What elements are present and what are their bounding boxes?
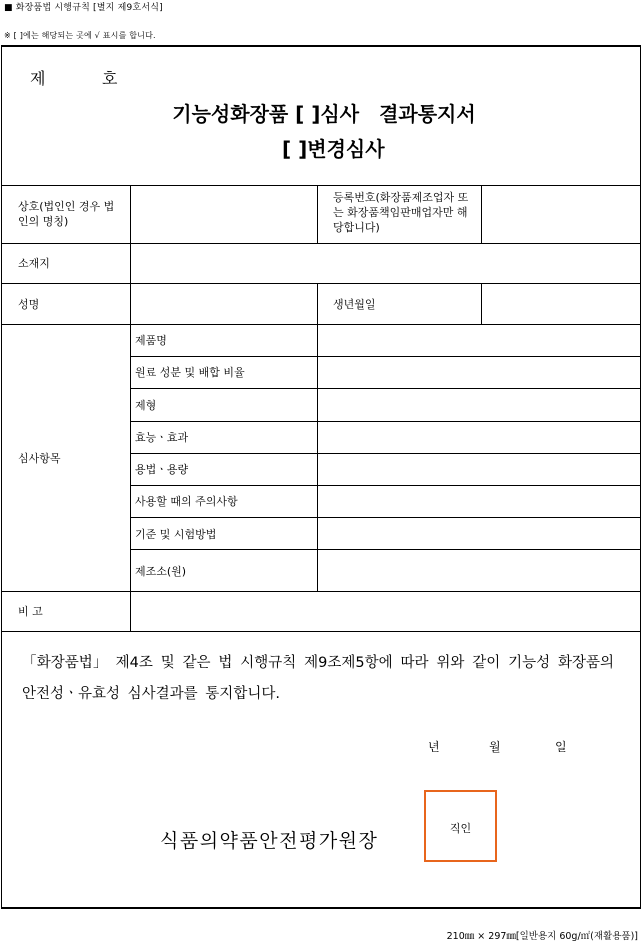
registration-number-field[interactable] [483, 186, 639, 242]
row-divider [1, 324, 641, 325]
row-divider [130, 388, 641, 389]
doc-number [30, 66, 118, 89]
review-item-dosage: 용법ㆍ용량 [135, 463, 189, 476]
column-divider [481, 283, 482, 324]
row-divider [130, 356, 641, 357]
doc-number-ho: 호 [102, 69, 118, 88]
row-divider [130, 485, 641, 486]
date-day: 일 [555, 740, 567, 754]
company-field[interactable] [133, 186, 316, 242]
form-reference: ■ 화장품법 시행규칙 [별지 제9호서식] [4, 3, 163, 13]
review-item-manufacturer: 제조소(원) [135, 565, 187, 578]
name-field[interactable] [133, 284, 316, 323]
remarks-label: 비 고 [18, 605, 43, 618]
date-month: 월 [489, 740, 501, 754]
column-divider [481, 185, 482, 243]
title-result-notice: 결과통지서 [379, 102, 476, 126]
date-of-birth-field[interactable] [483, 284, 639, 323]
review-item-ingredients: 원료 성분 및 배합 비율 [135, 366, 245, 379]
doc-number-je: 제 [30, 69, 46, 88]
issuer-name: 식품의약품안전평가원장 [160, 830, 379, 852]
row-divider [130, 517, 641, 518]
title-change-review-checkbox[interactable]: [ ]변경심사 [282, 137, 385, 161]
registration-number-label: 등록번호(화장품제조업자 또는 화장품책임판매업자만 해당합니다) [333, 191, 469, 234]
address-field[interactable] [133, 244, 639, 282]
column-divider [317, 283, 318, 591]
row-divider [130, 453, 641, 454]
date-of-birth-label: 생년월일 [333, 298, 376, 311]
official-seal-box [424, 790, 497, 862]
table-bottom-border [1, 631, 641, 632]
row-divider [130, 421, 641, 422]
title-review-checkbox[interactable]: 기능성화장품 [ ]심사 [172, 102, 360, 126]
notice-body-text: 「화장품법」 제4조 및 같은 법 시행규칙 제9조제5항에 따라 위와 같이 기능성 화장품의 안전성ㆍ유효성 심사결과를 통지합니다. [22, 655, 614, 702]
review-item-formulation: 제형 [135, 399, 157, 412]
review-item-precautions: 사용할 때의 주의사항 [135, 495, 238, 508]
seal-label: 직인 [449, 822, 472, 835]
checkbox-note: ※ [ ]에는 해당되는 곳에 √ 표시를 합니다. [4, 31, 156, 40]
document-frame [1, 45, 641, 909]
review-item-efficacy: 효능ㆍ효과 [135, 431, 189, 444]
column-divider [317, 185, 318, 243]
column-divider [130, 185, 131, 631]
remarks-field[interactable] [133, 592, 639, 630]
date-year: 년 [428, 740, 440, 754]
document-title [0, 98, 644, 127]
name-label: 성명 [18, 298, 40, 311]
paper-spec-footer: 210㎜ × 297㎜[일반용지 60g/㎡(재활용품)] [446, 931, 638, 942]
address-label: 소재지 [18, 257, 50, 270]
review-items-label: 심사항목 [18, 452, 61, 465]
row-divider [130, 549, 641, 550]
company-label: 상호(법인인 경우 법인의 명칭) [18, 200, 115, 228]
review-item-product-name: 제품명 [135, 334, 167, 347]
review-item-test-methods: 기준 및 시험방법 [135, 528, 217, 541]
